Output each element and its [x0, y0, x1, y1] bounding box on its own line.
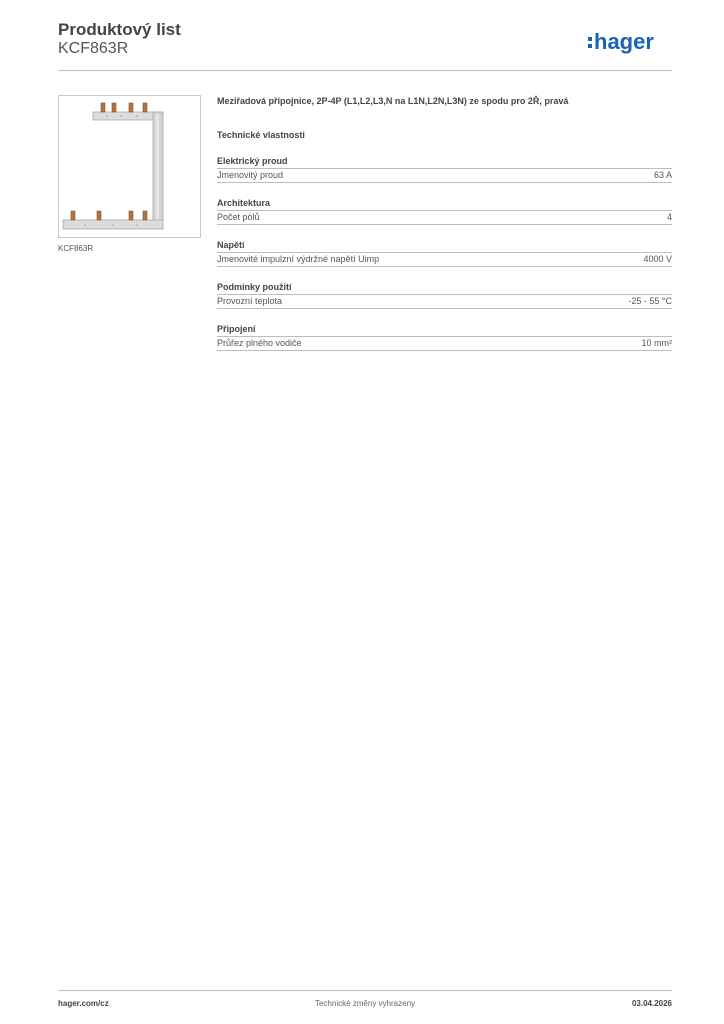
group-electric-current	[217, 155, 672, 183]
spec-row	[217, 211, 672, 225]
spec-row	[217, 337, 672, 351]
spec-value: -25 - 55 °C	[628, 296, 672, 306]
group-voltage	[217, 239, 672, 267]
spec-row	[217, 295, 672, 309]
product-code: KCF863R	[58, 40, 129, 57]
group-operating-conditions	[217, 281, 672, 309]
product-details	[217, 95, 672, 351]
technical-heading: Technické vlastnosti	[217, 130, 305, 140]
group-title: Připojení	[217, 323, 672, 337]
page-title: Produktový list	[58, 20, 181, 39]
page-header	[58, 20, 672, 71]
footer-date: 03.04.2026	[631, 999, 672, 1008]
page-footer	[58, 990, 672, 1015]
spec-label: Průřez plného vodiče	[217, 338, 302, 348]
spec-value: 10 mm²	[641, 338, 672, 348]
spec-row	[217, 253, 672, 267]
group-architecture	[217, 197, 672, 225]
spec-label: Počet pólů	[217, 212, 260, 222]
spec-label: Provozní teplota	[217, 296, 283, 306]
group-title: Napětí	[217, 239, 672, 253]
logo-text: hager	[594, 29, 654, 54]
group-title: Elektrický proud	[217, 155, 672, 169]
product-description: Meziřadová přípojnice, 2P-4P (L1,L2,L3,N na L1N,L2N,L3N) ze spodu pro 2Ř, pravá	[217, 96, 569, 106]
website-link[interactable]: hager.com/cz	[58, 999, 109, 1008]
spec-label: Jmenovitý proud	[217, 170, 284, 180]
spec-value: 4000 V	[643, 254, 672, 264]
hager-logo-icon	[588, 28, 672, 56]
group-title: Podmínky použití	[217, 281, 672, 295]
busbar-connector-image-icon	[59, 96, 200, 237]
spec-value: 63 A	[653, 170, 672, 180]
spec-row	[217, 169, 672, 183]
group-title: Architektura	[217, 197, 672, 211]
spec-value: 4	[666, 212, 672, 222]
footer-disclaimer: Technické změny vyhrazeny	[314, 999, 416, 1008]
product-image	[58, 95, 201, 238]
group-connection	[217, 323, 672, 351]
spec-label: Jmenovité impulzní výdržné napětí Uimp	[217, 254, 380, 264]
image-caption: KCF863R	[58, 244, 94, 253]
